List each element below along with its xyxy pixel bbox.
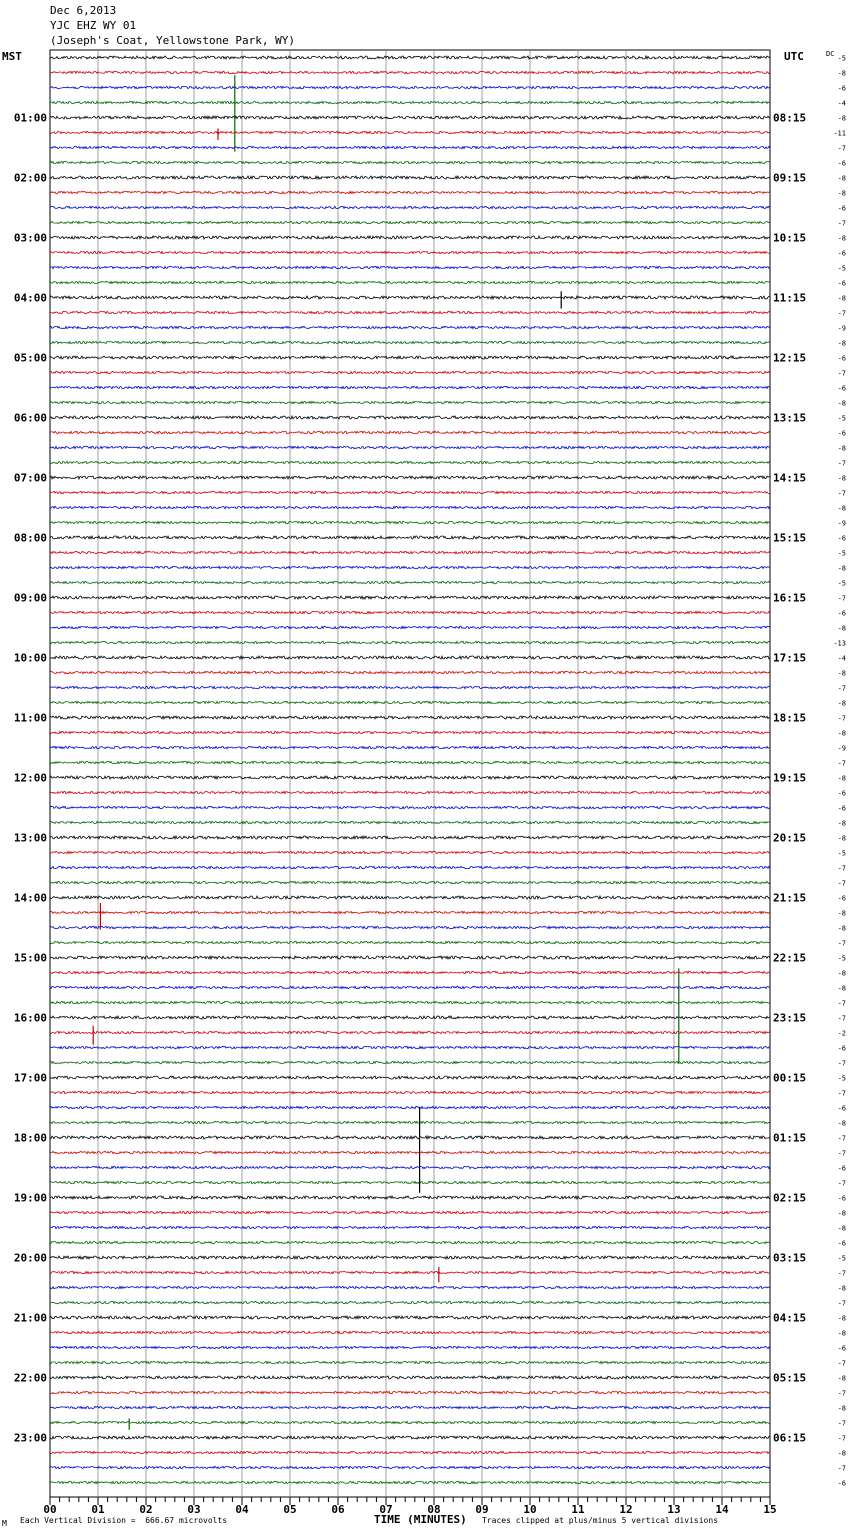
dc-offset-label: -7 (837, 879, 846, 888)
trace-row (50, 941, 770, 943)
right-hour-label: 18:15 (773, 711, 807, 725)
dc-offset-label: -6 (837, 384, 846, 393)
right-hour-label: 06:15 (773, 1431, 807, 1445)
dc-offset-label: -8 (837, 669, 846, 678)
corner-mark: M (2, 1519, 7, 1528)
trace-row (50, 1241, 770, 1243)
clip-note: Traces clipped at plus/minus 5 vertical divisions (482, 1516, 719, 1525)
dc-offset-label: -6 (837, 1164, 846, 1173)
dc-offset-label: -8 (837, 909, 846, 918)
right-hour-label: 12:15 (773, 351, 807, 365)
dc-offset-label: -6 (837, 1104, 846, 1113)
trace-row (50, 971, 770, 973)
trace-row (50, 1421, 770, 1423)
trace-row (50, 281, 770, 283)
trace-row (50, 296, 770, 299)
dc-offset-label: -8 (837, 774, 846, 783)
trace-row (50, 1301, 770, 1303)
trace-row (50, 1436, 770, 1439)
utc-timezone-label: UTC (784, 50, 804, 63)
dc-offset-label: -7 (837, 144, 846, 153)
dc-offset-label: -8 (837, 189, 846, 198)
x-tick-label: 01 (91, 1503, 105, 1516)
dc-offset-label: -5 (837, 954, 846, 963)
dc-offset-label: -9 (837, 519, 846, 528)
trace-row (50, 266, 770, 268)
dc-offset-label: -4 (837, 654, 846, 663)
right-hour-label: 03:15 (773, 1251, 807, 1265)
dc-offset-label: -11 (833, 129, 846, 138)
left-hour-label: 18:00 (13, 1131, 47, 1145)
dc-offset-label: -8 (837, 1224, 846, 1233)
trace-row (50, 1181, 770, 1183)
dc-offset-label: -7 (837, 1269, 846, 1278)
right-hour-label: 16:15 (773, 591, 807, 605)
x-tick-label: 14 (715, 1503, 729, 1516)
trace-row (50, 566, 770, 568)
dc-offset-label: -8 (837, 834, 846, 843)
trace-row (50, 221, 770, 223)
trace-row (50, 1151, 770, 1153)
trace-row (50, 116, 770, 119)
trace-row (50, 1136, 770, 1139)
trace-row (50, 536, 770, 539)
dc-offset-label: -7 (837, 1014, 846, 1023)
dc-offset-label: -7 (837, 489, 846, 498)
dc-offset-label: -7 (837, 1299, 846, 1308)
trace-row (50, 371, 770, 373)
division-note: Each Vertical Division = 666.67 microvolts (20, 1516, 228, 1525)
dc-offset-label: -13 (833, 639, 846, 648)
trace-row (50, 821, 770, 823)
x-tick-label: 11 (571, 1503, 585, 1516)
trace-row (50, 206, 770, 208)
dc-label: DC (826, 50, 835, 58)
x-tick-label: 03 (187, 1503, 201, 1516)
right-hour-label: 23:15 (773, 1011, 807, 1025)
dc-offset-label: -7 (837, 1059, 846, 1068)
dc-offset-label: -7 (837, 1179, 846, 1188)
dc-offset-label: -7 (837, 684, 846, 693)
dc-offset-label: -8 (837, 1119, 846, 1128)
trace-row (50, 986, 770, 988)
trace-row (50, 431, 770, 433)
dc-offset-label: -7 (837, 1419, 846, 1428)
dc-offset-label: -7 (837, 759, 846, 768)
dc-offset-label: -6 (837, 84, 846, 93)
trace-row (50, 551, 770, 553)
trace-row (50, 1376, 770, 1379)
trace-row (50, 341, 770, 343)
trace-row (50, 926, 770, 928)
right-hour-label: 10:15 (773, 231, 807, 245)
right-hour-label: 02:15 (773, 1191, 807, 1205)
right-hour-label: 09:15 (773, 171, 807, 185)
right-hour-label: 17:15 (773, 651, 807, 665)
trace-row (50, 1166, 770, 1168)
x-tick-label: 09 (475, 1503, 489, 1516)
dc-offset-label: -6 (837, 1344, 846, 1353)
trace-row (50, 686, 770, 688)
dc-offset-label: -8 (837, 399, 846, 408)
dc-offset-label: -8 (837, 1374, 846, 1383)
trace-row (50, 1331, 770, 1333)
trace-row (50, 176, 770, 179)
trace-row (50, 1466, 770, 1468)
dc-offset-label: -7 (837, 369, 846, 378)
trace-row (50, 311, 770, 313)
trace-row (50, 326, 770, 328)
dc-offset-label: -7 (837, 1359, 846, 1368)
dc-offset-label: -7 (837, 1464, 846, 1473)
dc-offset-label: -6 (837, 354, 846, 363)
trace-row (50, 251, 770, 253)
right-hour-label: 14:15 (773, 471, 807, 485)
dc-offset-label: -6 (837, 894, 846, 903)
trace-row (50, 806, 770, 808)
left-hour-label: 02:00 (13, 171, 47, 185)
trace-row (50, 1481, 770, 1483)
left-hour-label: 23:00 (13, 1431, 47, 1445)
trace-row (50, 896, 770, 899)
left-hour-label: 05:00 (13, 351, 47, 365)
dc-offset-label: -8 (837, 1314, 846, 1323)
right-hour-label: 08:15 (773, 111, 807, 125)
left-hour-label: 13:00 (13, 831, 47, 845)
trace-row (50, 1046, 770, 1048)
trace-row (50, 1016, 770, 1019)
dc-offset-label: -7 (837, 1389, 846, 1398)
dc-offset-label: -5 (837, 549, 846, 558)
trace-row (50, 476, 770, 479)
dc-offset-label: -6 (837, 1044, 846, 1053)
dc-offset-label: -8 (837, 1449, 846, 1458)
x-tick-label: 10 (523, 1503, 537, 1516)
trace-row (50, 236, 770, 239)
dc-offset-label: -8 (837, 1209, 846, 1218)
dc-offset-label: -8 (837, 699, 846, 708)
dc-offset-label: -7 (837, 999, 846, 1008)
trace-row (50, 1451, 770, 1453)
trace-row (50, 1001, 770, 1003)
dc-offset-label: -7 (837, 459, 846, 468)
trace-row (50, 911, 770, 913)
trace-row (50, 851, 770, 853)
trace-row (50, 1406, 770, 1408)
trace-row (50, 1346, 770, 1348)
dc-offset-label: -8 (837, 294, 846, 303)
dc-offset-label: -6 (837, 1479, 846, 1488)
left-hour-label: 08:00 (13, 531, 47, 545)
dc-offset-label: -8 (837, 969, 846, 978)
trace-row (50, 1391, 770, 1393)
trace-row (50, 491, 770, 493)
dc-offset-label: -8 (837, 339, 846, 348)
dc-offset-label: -7 (837, 939, 846, 948)
x-axis-title: TIME (MINUTES) (374, 1513, 467, 1526)
left-hour-label: 06:00 (13, 411, 47, 425)
trace-row (50, 1256, 770, 1259)
x-tick-label: 13 (667, 1503, 681, 1516)
trace-row (50, 1196, 770, 1199)
trace-row (50, 1226, 770, 1228)
x-tick-label: 12 (619, 1503, 633, 1516)
trace-row (50, 1031, 770, 1033)
dc-offset-label: -8 (837, 444, 846, 453)
dc-offset-label: -7 (837, 1149, 846, 1158)
dc-offset-label: -8 (837, 114, 846, 123)
trace-row (50, 596, 770, 599)
dc-offset-label: -7 (837, 594, 846, 603)
trace-row (50, 1271, 770, 1273)
trace-row (50, 191, 770, 193)
dc-offset-label: -5 (837, 1074, 846, 1083)
dc-offset-label: -6 (837, 279, 846, 288)
dc-offset-label: -7 (837, 1434, 846, 1443)
right-hour-label: 11:15 (773, 291, 807, 305)
station-code: YJC EHZ WY 01 (50, 19, 137, 32)
x-tick-label: 02 (139, 1503, 153, 1516)
dc-offset-label: -6 (837, 429, 846, 438)
dc-offset-label: -8 (837, 234, 846, 243)
left-hour-label: 01:00 (13, 111, 47, 125)
x-tick-label: 05 (283, 1503, 297, 1516)
dc-offset-label: -6 (837, 789, 846, 798)
trace-row (50, 956, 770, 959)
dc-offset-label: -7 (837, 309, 846, 318)
trace-row (50, 1121, 770, 1123)
left-hour-label: 21:00 (13, 1311, 47, 1325)
right-hour-label: 15:15 (773, 531, 807, 545)
right-hour-label: 21:15 (773, 891, 807, 905)
trace-row (50, 71, 770, 73)
right-hour-label: 01:15 (773, 1131, 807, 1145)
dc-offset-label: -5 (837, 54, 846, 63)
trace-row (50, 446, 770, 448)
right-hour-label: 20:15 (773, 831, 807, 845)
left-hour-label: 19:00 (13, 1191, 47, 1205)
dc-offset-label: -8 (837, 174, 846, 183)
right-hour-label: 13:15 (773, 411, 807, 425)
dc-offset-label: -8 (837, 924, 846, 933)
dc-offset-label: -8 (837, 504, 846, 513)
trace-row (50, 356, 770, 359)
right-hour-label: 00:15 (773, 1071, 807, 1085)
dc-offset-label: -8 (837, 69, 846, 78)
left-hour-label: 07:00 (13, 471, 47, 485)
plot-date: Dec 6,2013 (50, 4, 117, 17)
trace-row (50, 56, 770, 59)
trace-row (50, 791, 770, 793)
dc-offset-label: -5 (837, 1254, 846, 1263)
trace-row (50, 836, 770, 839)
trace-row (50, 386, 770, 388)
right-hour-label: 19:15 (773, 771, 807, 785)
dc-offset-label: -8 (837, 819, 846, 828)
trace-row (50, 761, 770, 763)
trace-row (50, 86, 770, 88)
x-tick-label: 15 (763, 1503, 777, 1516)
dc-offset-label: -5 (837, 849, 846, 858)
x-tick-label: 06 (331, 1503, 345, 1516)
trace-row (50, 131, 770, 133)
dc-offset-label: -8 (837, 474, 846, 483)
dc-offset-label: -6 (837, 204, 846, 213)
trace-row (50, 581, 770, 583)
station-location: (Joseph's Coat, Yellowstone Park, WY) (50, 34, 296, 47)
trace-row (50, 1061, 770, 1063)
right-hour-label: 05:15 (773, 1371, 807, 1385)
trace-row (50, 1316, 770, 1319)
dc-offset-label: -7 (837, 219, 846, 228)
dc-offset-label: -8 (837, 1404, 846, 1413)
dc-offset-label: -5 (837, 579, 846, 588)
dc-offset-label: -6 (837, 534, 846, 543)
left-hour-label: 17:00 (13, 1071, 47, 1085)
trace-row (50, 461, 770, 463)
trace-row (50, 146, 770, 148)
local-timezone-label: MST (2, 50, 22, 63)
left-hour-label: 10:00 (13, 651, 47, 665)
trace-row (50, 1076, 770, 1079)
dc-offset-label: -2 (837, 1029, 846, 1038)
left-hour-label: 15:00 (13, 951, 47, 965)
trace-row (50, 1286, 770, 1288)
dc-offset-label: -6 (837, 609, 846, 618)
dc-offset-label: -5 (837, 414, 846, 423)
dc-offset-label: -7 (837, 864, 846, 873)
dc-offset-label: -9 (837, 324, 846, 333)
trace-row (50, 881, 770, 883)
dc-offset-label: -8 (837, 624, 846, 633)
trace-row (50, 731, 770, 733)
trace-row (50, 866, 770, 868)
dc-offset-label: -8 (837, 984, 846, 993)
dc-offset-label: -7 (837, 1134, 846, 1143)
trace-row (50, 1211, 770, 1213)
dc-offset-label: -8 (837, 1329, 846, 1338)
left-hour-label: 16:00 (13, 1011, 47, 1025)
left-hour-label: 22:00 (13, 1371, 47, 1385)
x-tick-label: 08 (427, 1503, 441, 1516)
trace-row (50, 416, 770, 419)
trace-row (50, 1361, 770, 1363)
dc-offset-label: -4 (837, 99, 846, 108)
trace-row (50, 521, 770, 523)
right-hour-label: 22:15 (773, 951, 807, 965)
trace-row (50, 1106, 770, 1108)
trace-row (50, 101, 770, 103)
x-tick-label: 07 (379, 1503, 393, 1516)
dc-offset-label: -8 (837, 1284, 846, 1293)
dc-offset-label: -7 (837, 714, 846, 723)
dc-offset-label: -6 (837, 1194, 846, 1203)
dc-offset-label: -8 (837, 564, 846, 573)
x-tick-label: 04 (235, 1503, 249, 1516)
trace-row (50, 671, 770, 673)
trace-row (50, 746, 770, 748)
trace-row (50, 506, 770, 508)
trace-row (50, 656, 770, 659)
dc-offset-label: -9 (837, 744, 846, 753)
trace-row (50, 161, 770, 163)
x-tick-label: 00 (43, 1503, 57, 1516)
dc-offset-label: -6 (837, 804, 846, 813)
dc-offset-label: -6 (837, 1239, 846, 1248)
trace-row (50, 401, 770, 403)
trace-row (50, 701, 770, 703)
dc-offset-label: -6 (837, 249, 846, 258)
trace-row (50, 1091, 770, 1093)
left-hour-label: 12:00 (13, 771, 47, 785)
trace-row (50, 716, 770, 719)
dc-offset-label: -5 (837, 264, 846, 273)
dc-offset-label: -8 (837, 729, 846, 738)
right-hour-label: 04:15 (773, 1311, 807, 1325)
left-hour-label: 04:00 (13, 291, 47, 305)
left-hour-label: 03:00 (13, 231, 47, 245)
left-hour-label: 11:00 (13, 711, 47, 725)
trace-row (50, 776, 770, 779)
left-hour-label: 20:00 (13, 1251, 47, 1265)
dc-offset-label: -6 (837, 159, 846, 168)
left-hour-label: 09:00 (13, 591, 47, 605)
trace-row (50, 611, 770, 613)
trace-row (50, 626, 770, 628)
left-hour-label: 14:00 (13, 891, 47, 905)
trace-row (50, 641, 770, 643)
dc-offset-label: -7 (837, 1089, 846, 1098)
